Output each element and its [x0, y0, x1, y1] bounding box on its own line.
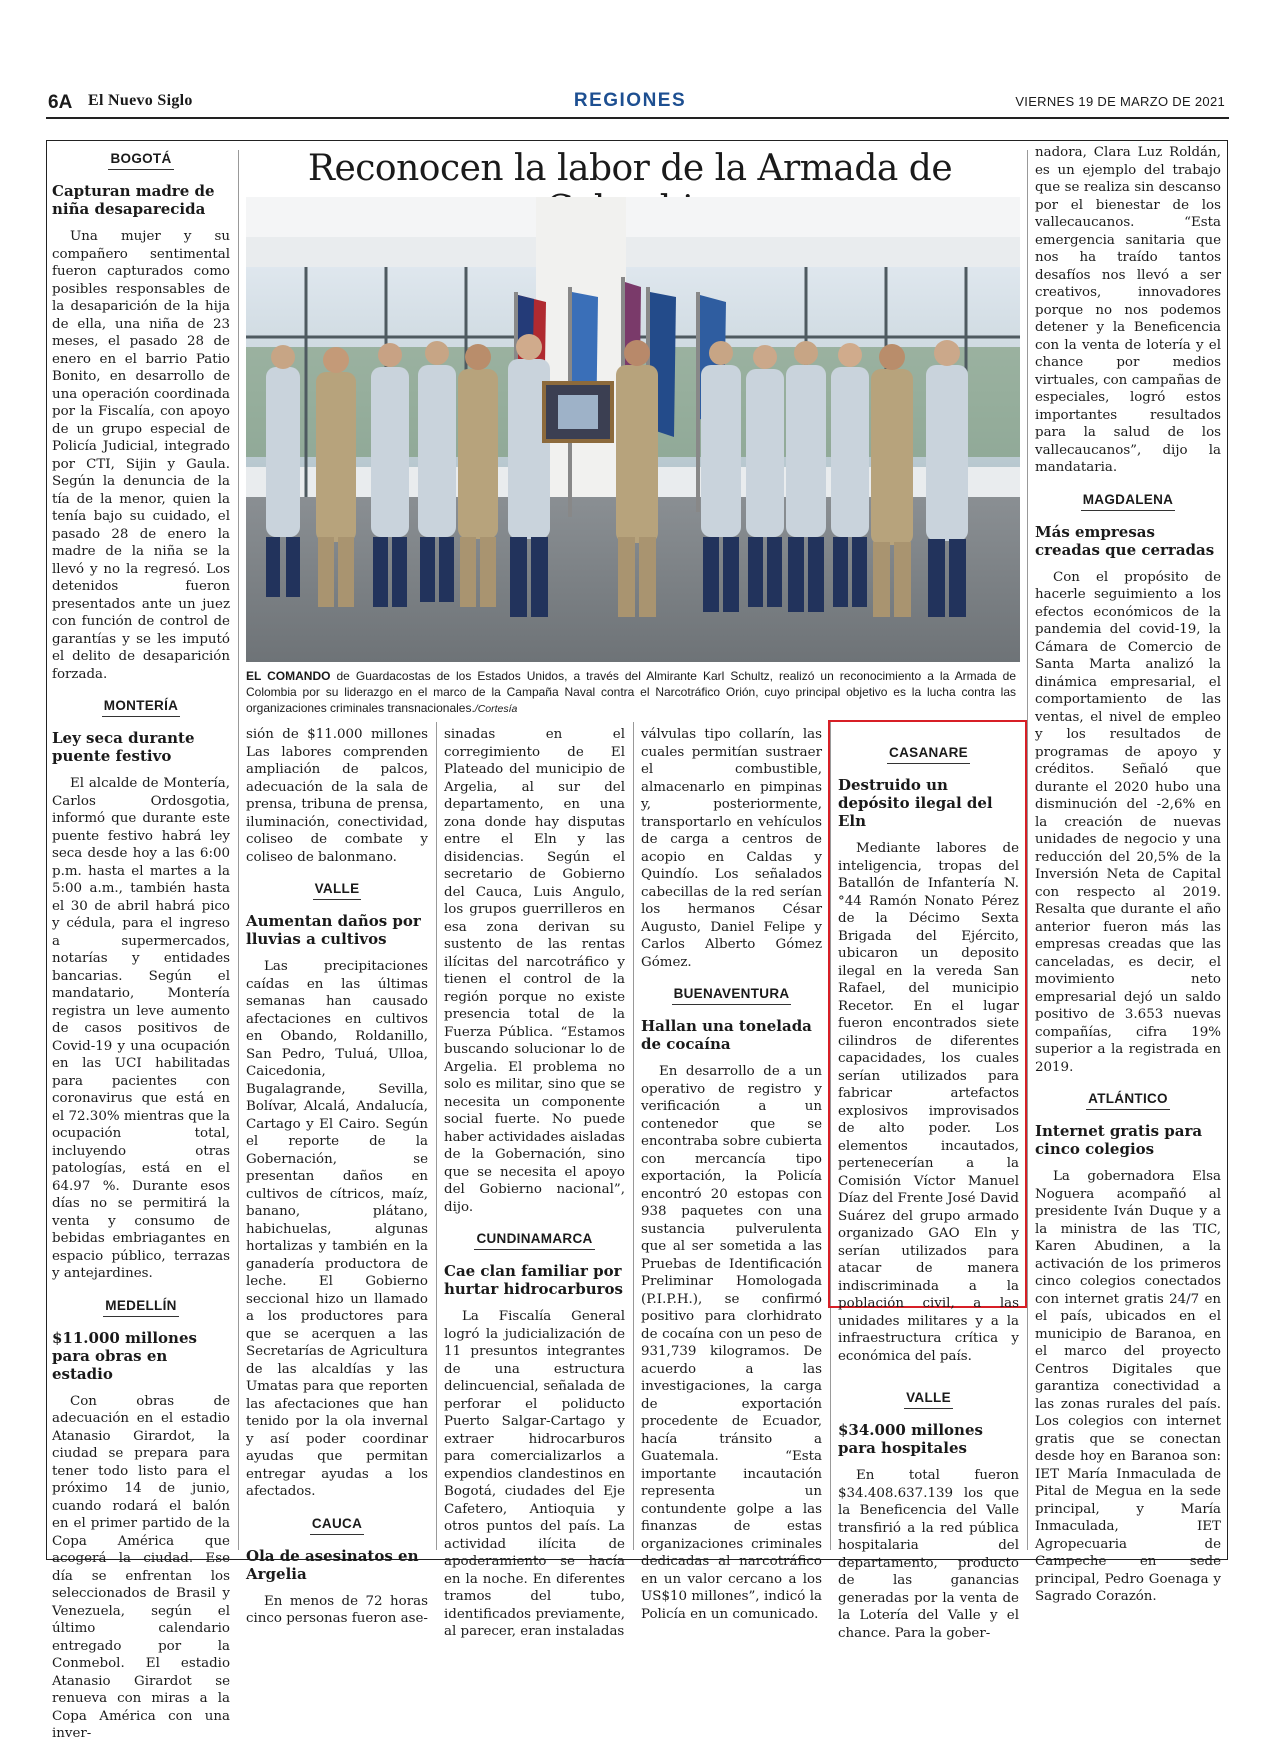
section-label-valle: VALLE	[904, 1389, 953, 1409]
column-1	[52, 142, 230, 1743]
article-body: Las precipitaciones caídas en las últimas semanas han causado afectaciones en cultivos en Obando, Roldanillo, San Pedro, Tuluá, Ulloa, Caicedonia, Bugalagrande, Sevilla, Bolívar, Alcalá, Andalucía, Cartago y El Cairo. Según el reporte de la Gobernación, se presentan daños en cultivos de cítricos, maíz, banano, plátano, habichuelas, algunas hortalizas y también en la ganadería productora de leche. El Gobierno seccional hizo un llamado a los productores para que se acerquen a las Secretarías de Agricultura de las alcaldías y las Umatas para que reporten las afectaciones que han tenido por la ola invernal y así poder coordinar ayudas que permitan entregar ayudas a los afectados.	[246, 959, 428, 1499]
photo-illustration	[246, 197, 1020, 662]
section-label-medellin: MEDELLÍN	[103, 1297, 178, 1317]
main-headline: Reconocen la labor de la Armada de	[307, 148, 953, 189]
column-6	[1035, 144, 1221, 1606]
section-label-valle: VALLE	[313, 880, 362, 900]
caption-lead: EL COMANDO	[246, 669, 331, 683]
section-label-cundinamarca: CUNDINAMARCA	[474, 1230, 594, 1250]
column-5	[838, 736, 1019, 1642]
column-2	[246, 726, 428, 1628]
article-body-continued: sión de $11.000 millones Las labores comprenden ampliación de palcos, adecuación de la sala de prensa, tribuna de prensa, iluminación, conectividad, coliseo de combate y coliseo de balonmano.	[246, 727, 428, 865]
article-headline: Ola de asesinatos en Argelia	[246, 1546, 419, 1583]
column-divider	[1027, 150, 1028, 1550]
article-body: El alcalde de Montería, Carlos Ordosgotia, informó que durante este puente festivo habrá ley seca desde hoy a las 6:00 p.m. hasta el martes a la 5:00 a.m., también hasta el 30 de abril habrá pico y cédula, para el ingreso a supermercados, notarías y entidades bancarias. Según el mandatario, Montería registra un leve aumento de casos positivos de Covid-19 y una ocupación en las UCI habilitadas para pacientes con coronavirus que está en el 72.30% mientras que la ocupación total, incluyendo otras patologías, está en el 64.97 %. Durante esos días no se permitirá la venta y consumo de bebidas embriagantes en espacio público, terrazas y antejardines.	[52, 776, 230, 1281]
section-label-casanare: CASANARE	[887, 744, 970, 764]
photo-caption	[246, 668, 1016, 717]
article-headline: $11.000 millones para obras en estadio	[52, 1328, 197, 1383]
article-headline: Capturan madre de niña desaparecida	[52, 182, 215, 218]
article-headline: Internet gratis para cinco colegios	[1035, 1122, 1203, 1158]
article-headline: Ley seca durante puente festivo	[52, 729, 195, 765]
article-headline: Hallan una tonelada de cocaína	[641, 1017, 812, 1053]
column-divider	[633, 722, 634, 1550]
column-3	[444, 726, 625, 1641]
group-photo	[246, 197, 1020, 662]
article-body: La gobernadora Elsa Noguera acompañó al presidente Iván Duque y a la ministra de las TIC, Karen Abudinen, a la activación de los primeros cinco colegios conectados con internet gratis 24/7 en el país, ubicados en el municipio de Baranoa, en el marco del proyecto Centros Digitales que garantiza conectividad a las zonas rurales del país. Los colegios con internet gratis que se conectan desde hoy en Baranoa son: IET María Inmaculada de Pital de Megua en la sede principal, y María Inmaculada, IET Agropecuaria de Campeche en sede principal, Pedro Goenaga y Sagrado Corazón.	[1035, 1169, 1221, 1604]
section-label-magdalena: MAGDALENA	[1081, 491, 1175, 511]
article-headline: $34.000 millones para hospitales	[838, 1421, 983, 1457]
section-label-bogota: BOGOTÁ	[108, 150, 173, 170]
section-label-atlantico: ATLÁNTICO	[1086, 1090, 1170, 1110]
article-body: En total fueron $34.408.637.139 los que la Beneficencia del Valle transfirió a la red pública hospitalaria del departamento, producto de las ganancias generadas por la venta de la Lotería del Valle y el chance. Para la gober-	[838, 1468, 1019, 1641]
column-4	[641, 726, 822, 1623]
issue-date: VIERNES 19 DE MARZO DE 2021	[1015, 94, 1225, 109]
section-title: REGIONES	[573, 90, 687, 111]
article-body: Con el propósito de hacerle seguimiento a los efectos económicos de la pandemia del covid-19, la Cámara de Comercio de Santa Marta analizó la dinámica empresarial, el comportamiento de las ventas, el nivel de empleo y los resultados de programas de apoyo y créditos. Señaló que durante el 2020 hubo una disminución del -2,6% en la creación de nuevas unidades de negocio y una reducción del 20,5% de la Inversión Neta de Capital con respecto al 2019. Resalta que durante el año anterior fueron más las empresas creadas que las canceladas, es decir, el movimiento neto empresarial dejó un saldo positivo de 3.653 nuevas compañías, cifra 19% superior a la registrada en 2019.	[1035, 569, 1221, 1075]
article-headline: Aumentan daños por lluvias a cultivos	[246, 912, 421, 948]
article-body: Mediante labores de inteligencia, tropas del Batallón de Infantería N.°44 Ramón Nonato Pérez de la Décimo Sexta Brigada del Ejército, ubicaron un deposito ilegal en la vereda San Rafael, del municipio Recetor. En el lugar fueron encontrados siete cilindros de diferentes capacidades, los cuales serían utilizados para fabricar artefactos explosivos improvisados de alto poder. Los elementos incautados, pertenecerían a la Comisión Víctor Manuel Díaz del Frente José David Suárez del grupo armado organizado GAO Eln y serían utilizados para atacar de manera indiscriminada a la población civil, a las unidades militares y a la infraestructura crítica y económica del país.	[838, 841, 1019, 1364]
article-body-continued: sinadas en el corregimiento de El Plateado del municipio de Argelia, al sur del departamento, en una zona donde hay disputas entre el Eln y las disidencias. Según el secretario de Gobierno del Cauca, Luis Angulo, los grupos guerrilleros en esa zona derivan su sustento de las rentas ilícitas del narcotráfico y tienen el control de la región porque no existe presencia total de la Fuerza Pública. “Estamos buscando solucionar lo de Argelia. El problema no solo es militar, sino que se necesita un componente social fuerte. No puede haber actividades aisladas de la Gobernación, sino que se necesita el apoyo del Gobierno nacional”, dijo.	[444, 727, 625, 1215]
section-label-monteria: MONTERÍA	[102, 697, 180, 717]
header-rule	[46, 117, 1229, 119]
section-label-cauca: CAUCA	[310, 1515, 364, 1535]
article-headline: Destruido un depósito ilegal del Eln	[838, 776, 993, 830]
column-divider	[436, 722, 437, 1550]
article-body-continued: nadora, Clara Luz Roldán, es un ejemplo del trabajo que se realiza sin descanso por el bienestar de los vallecaucanos. “Esta emergencia sanitaria que nos ha traído tantos desafíos nos llevó a ser creativos, innovadores porque no nos podemos detener y la Beneficencia con la venta de lotería y el chance por medios virtuales, con campañas de especiales, logró estos importantes resultados para la salud de los vallecaucanos”, dijo la mandataria.	[1035, 145, 1221, 475]
article-body-continued: válvulas tipo collarín, las cuales permitían sustraer el combustible, almacenarlo en pimpinas y, posteriormente, transportarlo en vehículos de carga a centros de acopio en Caldas y Quindío. Los señalados cabecillas de la red serían los hermanos César Augusto, Daniel Felipe y Carlos Alberto Gómez Gómez.	[641, 727, 822, 970]
caption-text: de Guardacostas de los Estados Unidos, a través del Almirante Karl Schultz, realizó un reconocimiento a la Armada de Colombia por su liderazgo en el marco de la Campaña Naval contra el Narcotráfico Orión, cuyo principal objetivo es la lucha contra las organizaciones criminales transnacionales.	[246, 669, 1017, 715]
article-body: Con obras de adecuación en el estadio Atanasio Girardot, la ciudad se prepara para tener todo listo para el próximo 14 de junio, cuando rodará el balón en el primer partido de la Copa América que acogerá la ciudad. Ese día se enfrentan los seleccionados de Brasil y Venezuela, según el último calendario entregado por la Conmebol. El estadio Atanasio Girardot se renueva con miras a la Copa América con una inver-	[52, 1393, 230, 1741]
article-body: En desarrollo de a un operativo de registro y verificación a un contenedor que se encontraba sobre cubierta con mercancía tipo exportación, la Policía encontró 20 estopas con 938 paquetes con una sustancia pulverulenta que al ser sometida a las Pruebas de Identificación Preliminar Homologada (P.I.P.H.), se confirmó positivo para clorhidrato de cocaína con un peso de 931,739 kilogramos. De acuerdo a las investigaciones, la carga de exportación procedente de Ecuador, hacía tránsito a Guatemala. “Esta importante incautación representa un contundente golpe a las finanzas de estas organizaciones criminales dedicadas al narcotráfico en un valor cercano a los US$10 millones”, indicó la Policía en un comunicado.	[641, 1064, 822, 1622]
article-headline: Cae clan familiar por hurtar hidrocarburos	[444, 1262, 623, 1298]
newspaper-name: El Nuevo Siglo	[88, 92, 193, 109]
article-body: Una mujer y su compañero sentimental fueron capturados como posibles responsables de la desaparición de la hija de ella, una niña de 23 meses, el pasado 28 de enero en el barrio Patio Bonito, en desarrollo de una operación coordinada por la Fiscalía, con apoyo de un grupo especial de Policía Judicial, integrado por CTI, Sijin y Gaula. Según la denuncia de la tía de la menor, quien la tenía bajo su cuidado, el pasado 28 de enero la madre de la niña se la llevó y no la regresó. Los detenidos fueron presentados ante un juez con función de control de garantías y se les imputó el delito de desaparición forzada.	[52, 229, 230, 682]
page-number: 6A	[48, 92, 73, 113]
caption-credit: /Cortesía	[474, 703, 518, 715]
article-body: En menos de 72 horas cinco personas fueron ase-	[246, 1593, 428, 1626]
article-body: La Fiscalía General logró la judicialización de 11 presuntos integrantes de una estructura delincuencial, señalada de perforar el poliducto Puerto Salgar-Cartago y extraer hidrocarburos para comercializarlos a expendios clandestinos en Bogotá, ciudades del Eje Cafetero, Antioquia y otros puntos del país. La actividad ilícita de apoderamiento se hacía en la noche. En diferentes tramos del tubo, identificados previamente, al parecer, eran instaladas	[444, 1309, 625, 1639]
column-divider	[238, 150, 239, 1550]
article-headline: Más empresas creadas que cerradas	[1035, 522, 1215, 559]
section-label-buenaventura: BUENAVENTURA	[672, 985, 792, 1005]
